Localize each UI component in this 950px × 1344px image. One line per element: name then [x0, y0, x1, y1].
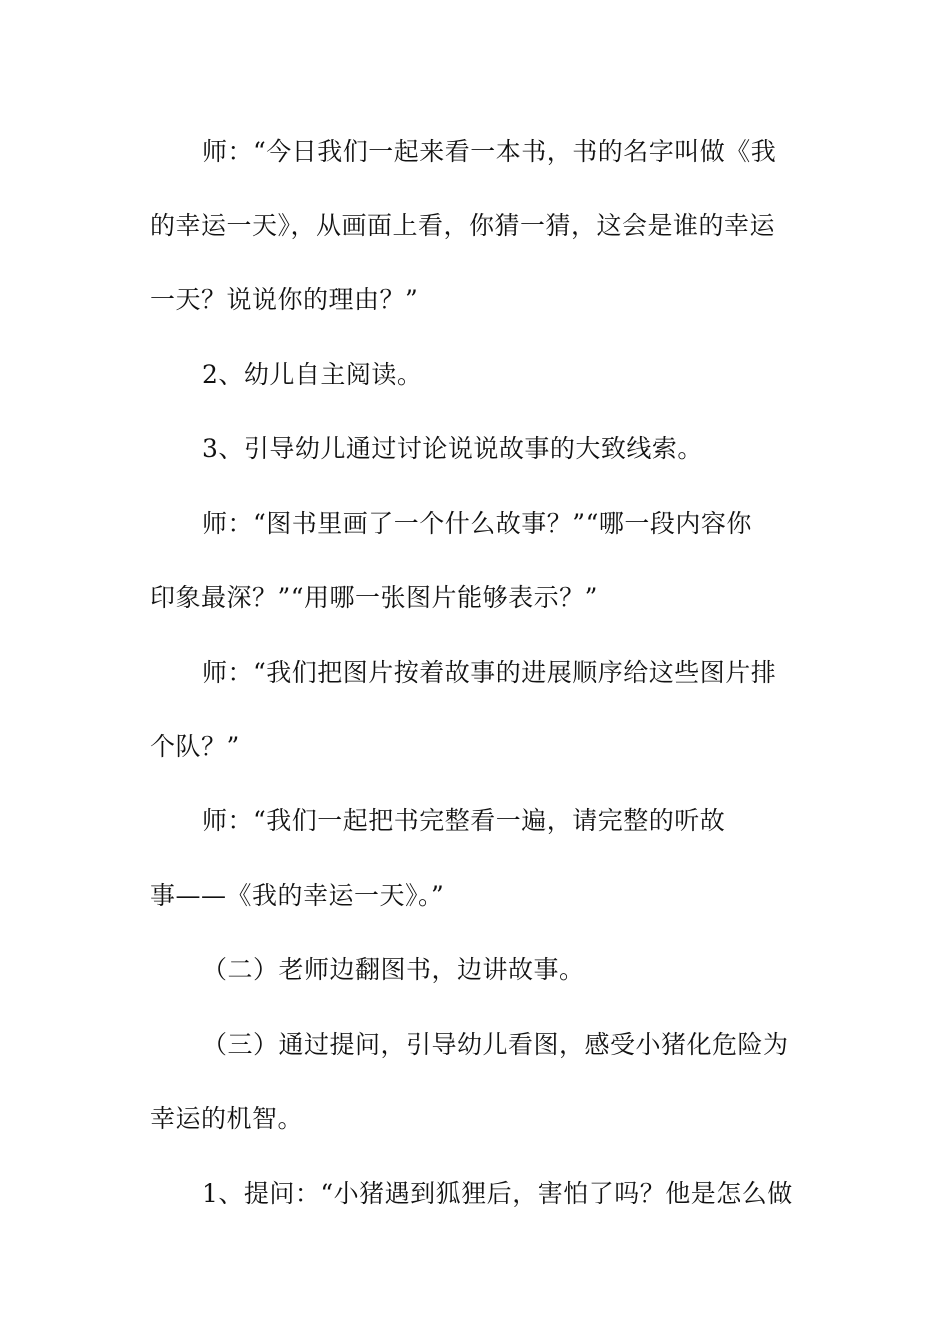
text-line: 3、引导幼儿通过讨论说说故事的大致线索。 — [202, 434, 703, 463]
text-line: 幸运的机智。 — [150, 1104, 304, 1133]
text-line: 1、提问：“小猪遇到狐狸后，害怕了吗？他是怎么做 — [202, 1179, 793, 1208]
text-line: 师：“图书里画了一个什么故事？”“哪一段内容你 — [202, 509, 752, 538]
text-line: 事——《我的幸运一天》。” — [150, 881, 445, 910]
text-line: 2、幼儿自主阅读。 — [202, 360, 423, 389]
text-line: 个队？” — [150, 732, 240, 761]
text-line: 师：“我们把图片按着故事的进展顺序给这些图片排 — [202, 658, 777, 687]
text-line: 师：“我们一起把书完整看一遍，请完整的听故 — [202, 806, 726, 835]
text-line: 的幸运一天》，从画面上看，你猜一猜，这会是谁的幸运 — [150, 211, 776, 240]
text-line: （三）通过提问，引导幼儿看图，感受小猪化危险为 — [202, 1030, 789, 1059]
text-line: 师：“今日我们一起来看一本书，书的名字叫做《我 — [202, 137, 777, 166]
text-line: 印象最深？”“用哪一张图片能够表示？” — [150, 583, 598, 612]
text-line: 一天？说说你的理由？” — [150, 285, 419, 314]
text-line: （二）老师边翻图书，边讲故事。 — [202, 955, 585, 984]
